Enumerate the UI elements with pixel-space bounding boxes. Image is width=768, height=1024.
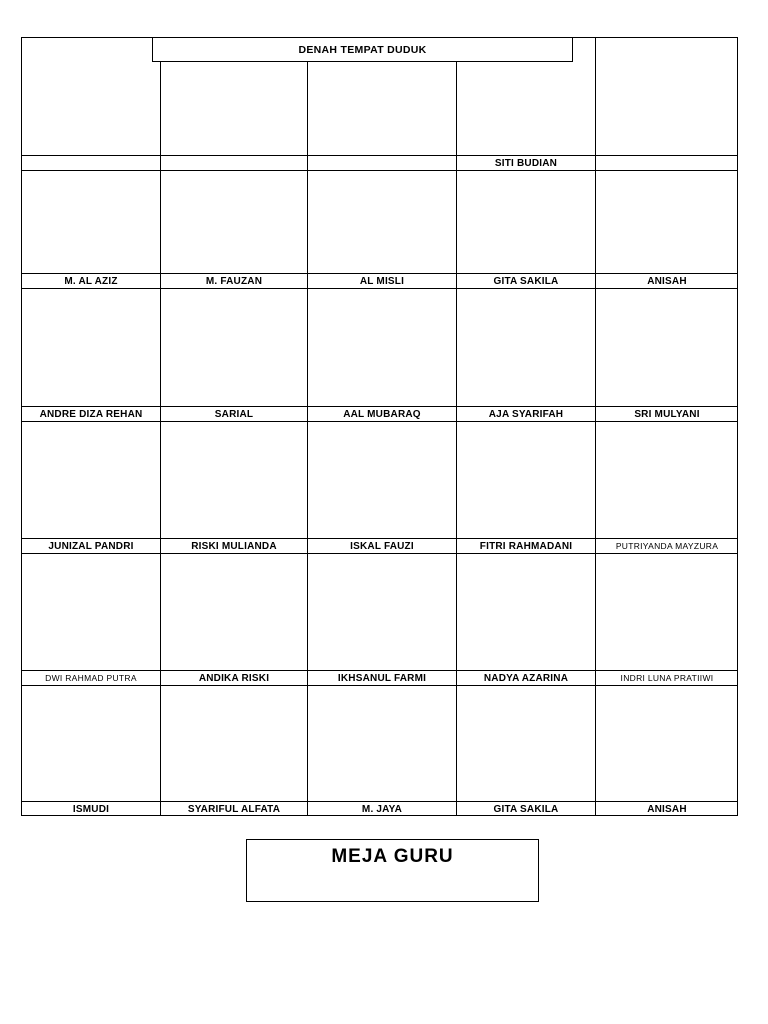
seat-name bbox=[161, 156, 307, 170]
seat-name: DWI RAHMAD PUTRA bbox=[45, 673, 137, 683]
seat-name: ANISAH bbox=[647, 275, 687, 287]
seat-name: GITA SAKILA bbox=[493, 275, 559, 287]
seat-name: NADYA AZARINA bbox=[483, 672, 569, 684]
seat-name: JUNIZAL PANDRI bbox=[48, 540, 134, 552]
seat-name: M. AL AZIZ bbox=[64, 275, 118, 287]
row-divider bbox=[22, 553, 737, 554]
teacher-desk-label: MEJA GURU bbox=[331, 846, 454, 867]
row-divider bbox=[22, 421, 737, 422]
seat-name: M. JAYA bbox=[361, 803, 403, 815]
seat-name: PUTRIYANDA MAYZURA bbox=[615, 541, 719, 551]
seat-name bbox=[596, 156, 738, 170]
row-divider bbox=[22, 288, 737, 289]
seat-name: ANDIKA RISKI bbox=[198, 672, 270, 684]
seat-name: ISKAL FAUZI bbox=[350, 540, 414, 552]
seat-name: IKHSANUL FARMI bbox=[337, 672, 427, 684]
seat-name: SRI MULYANI bbox=[634, 408, 700, 420]
seating-grid bbox=[21, 37, 738, 816]
page-title: DENAH TEMPAT DUDUK bbox=[152, 37, 573, 62]
seat-name: SYARIFUL ALFATA bbox=[187, 803, 281, 815]
seat-name: M. FAUZAN bbox=[205, 275, 263, 287]
seat-name: GITA SAKILA bbox=[493, 803, 559, 815]
seat-name: AAL MUBARAQ bbox=[343, 408, 421, 420]
seat-name: ANISAH bbox=[647, 803, 687, 815]
seat-name: SARIAL bbox=[214, 408, 254, 420]
seat-name: AL MISLI bbox=[359, 275, 405, 287]
seat-name: AJA SYARIFAH bbox=[488, 408, 564, 420]
seat-name: FITRI RAHMADANI bbox=[479, 540, 573, 552]
row-divider bbox=[22, 170, 737, 171]
row-divider bbox=[22, 685, 737, 686]
seat-name: ANDRE DIZA REHAN bbox=[39, 408, 143, 420]
seat-name: RISKI MULIANDA bbox=[191, 540, 277, 552]
seat-name bbox=[308, 156, 456, 170]
seat-name: INDRI LUNA PRATIIWI bbox=[620, 673, 714, 683]
seat-name: SITI BUDIAN bbox=[494, 157, 558, 169]
seat-name bbox=[22, 156, 160, 170]
seat-name: ISMUDI bbox=[72, 803, 110, 815]
teacher-desk bbox=[246, 839, 539, 902]
